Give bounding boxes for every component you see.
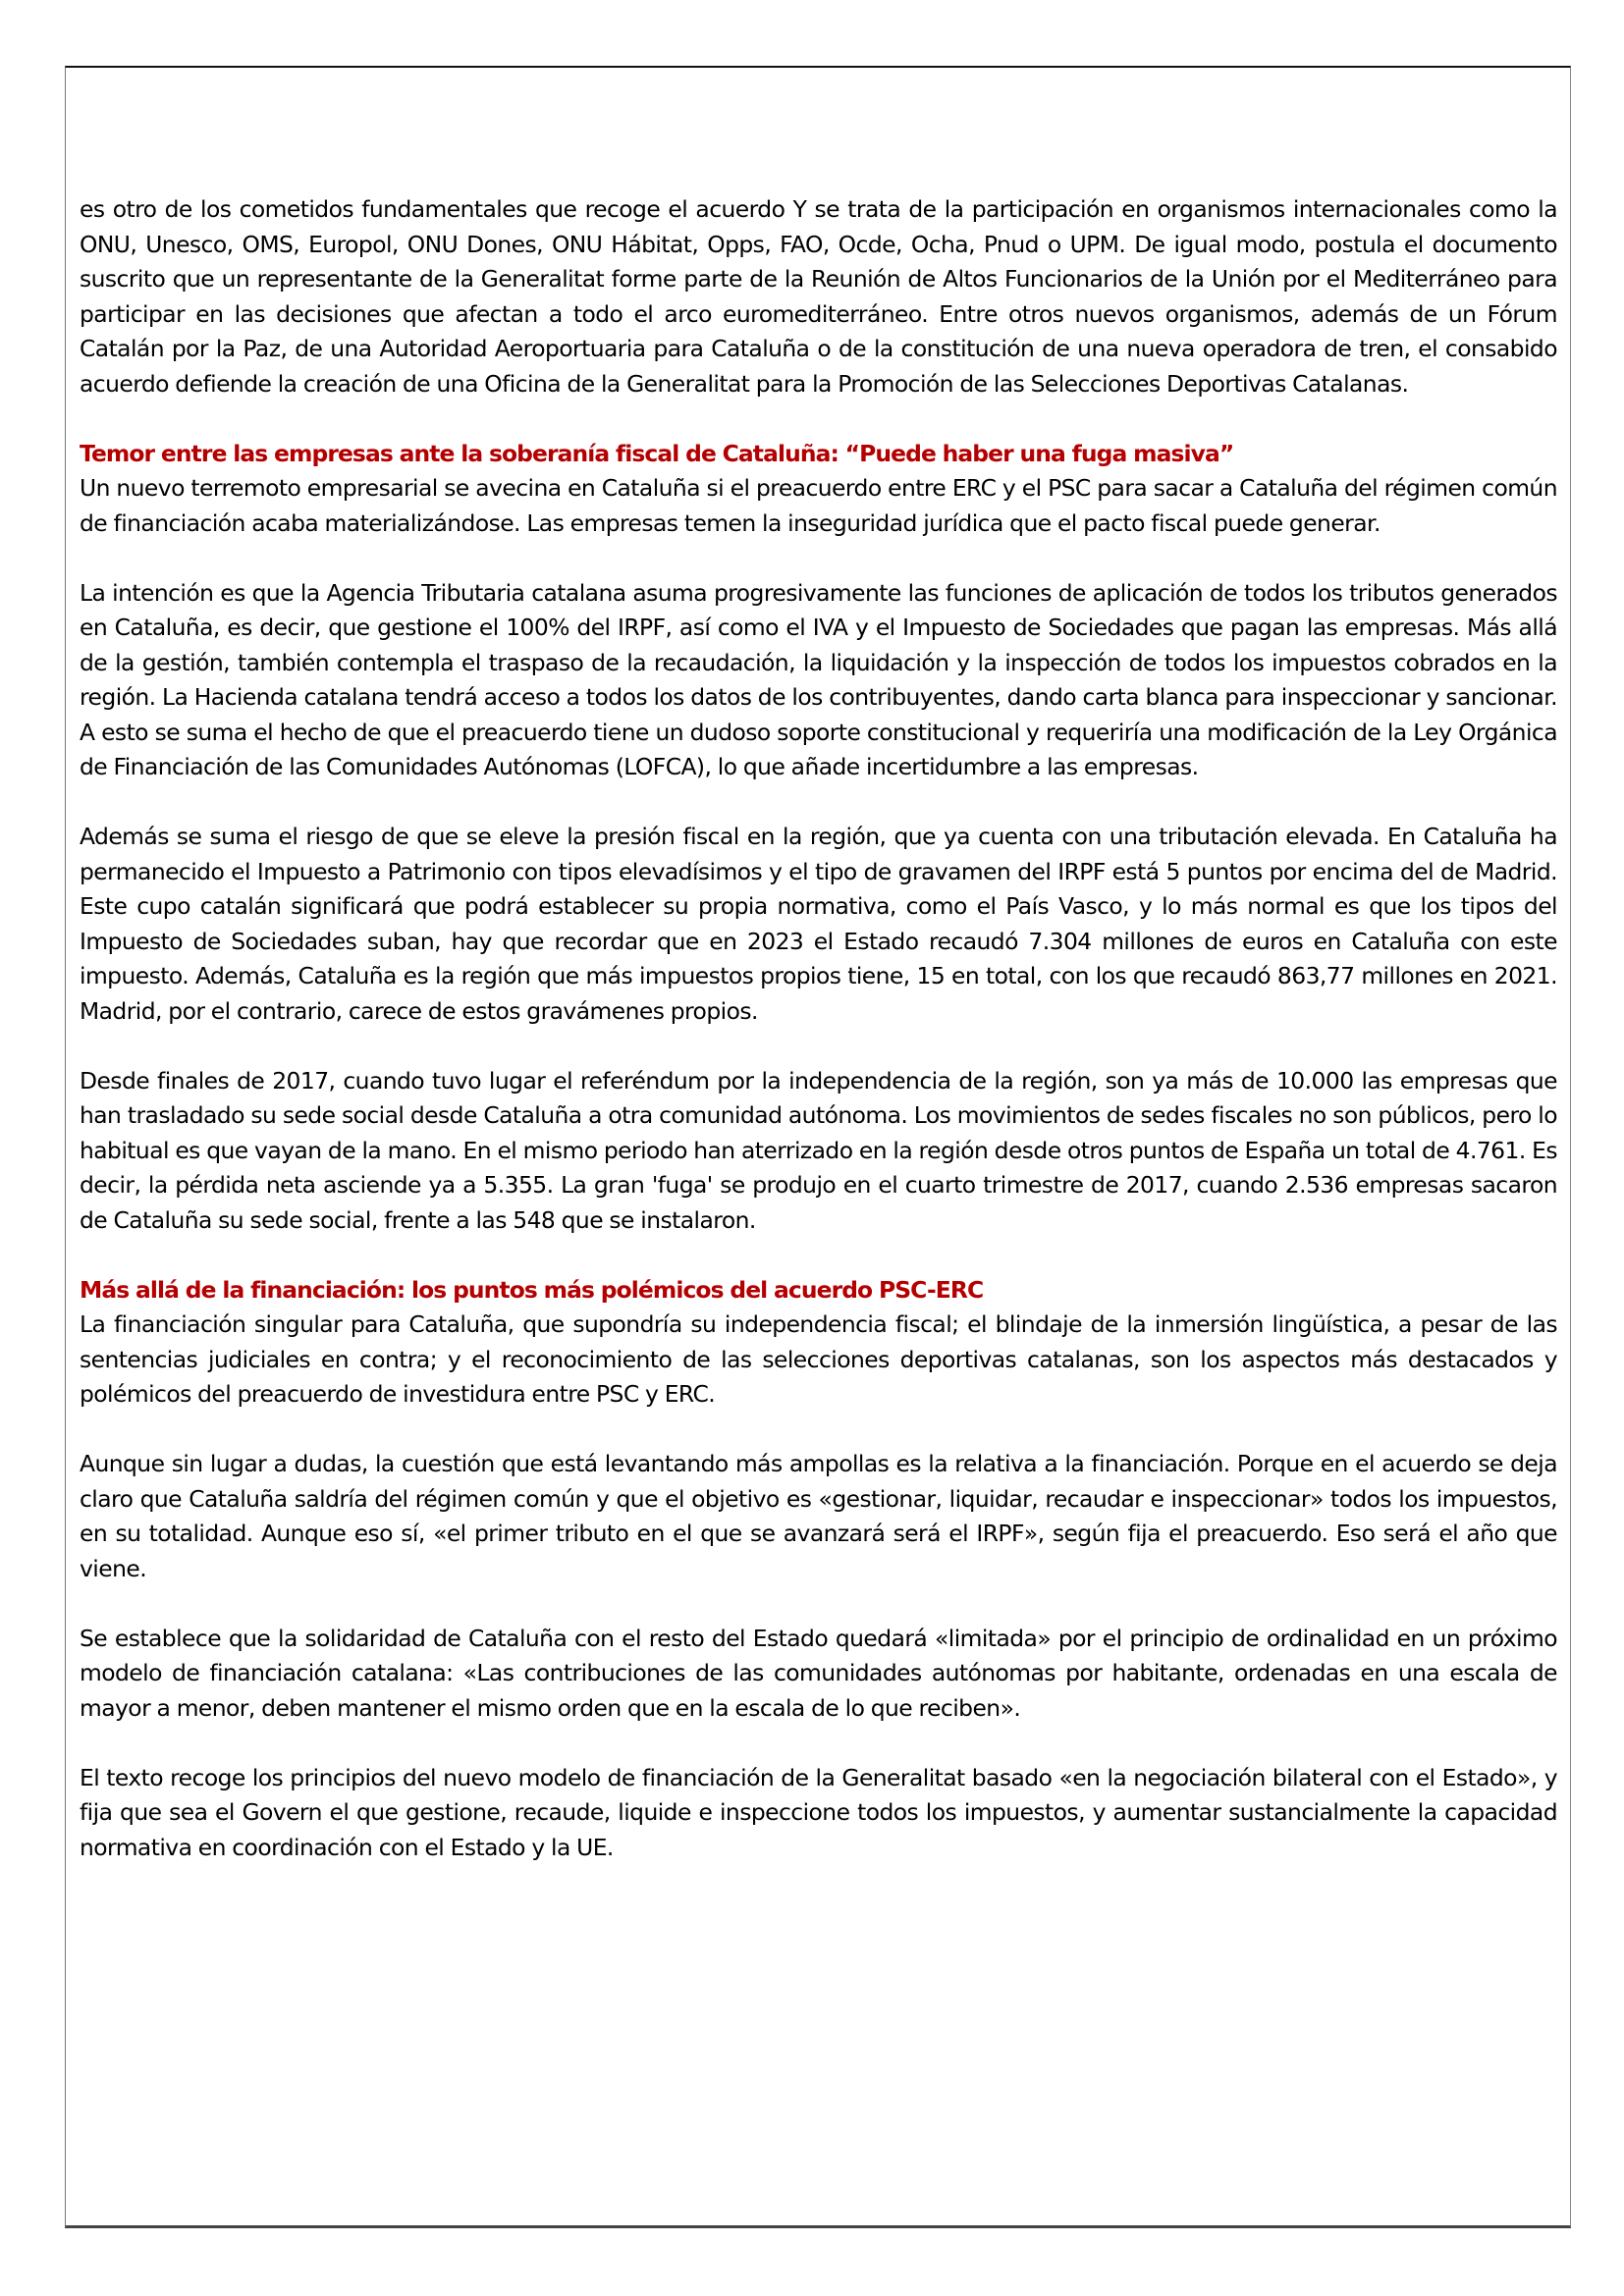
body-paragraph: Además se suma el riesgo de que se eleve la presión fiscal en la región, que ya cuenta con una tributación elevada. En Cataluña ha permanecido el Impuesto a Patrimonio con tipos elevadísimos y el tipo de gravamen del IRPF está 5 puntos por encima del de Madrid. Este cupo catalán significará que podrá establecer su propia normativa, como el País Vasco, y lo más normal es que los tipos del Impuesto de Sociedades suban, hay que recordar que en 2023 el Estado recaudó 7.304 millones de euros en Cataluña con este impuesto. Además, Cataluña es la región que más impuestos propios tiene, 15 en total, con los que recaudó 863,77 millones en 2021. Madrid, por el contrario, carece de estos gravámenes propios.	[80, 823, 1557, 1025]
body-paragraph: Se establece que la solidaridad de Cataluña con el resto del Estado quedará «limitada» por el principio de ordinalidad en un próximo modelo de financiación catalana: «Las contribuciones de las comunidades autónomas por habitante, ordenadas en una escala de mayor a menor, deben mantener el mismo orden que en la escala de lo que reciben».	[80, 1624, 1557, 1722]
intro-paragraph: es otro de los cometidos fundamentales que recoge el acuerdo Y se trata de la participación en organismos internacionales como la ONU, Unesco, OMS, Europol, ONU Dones, ONU Hábitat, Opps, FAO, Ocde, Ocha, Pnud o UPM. De igual modo, postula el documento suscrito que un representante de la Generalitat forme parte de la Reunión de Altos Funcionarios de la Unión por el Mediterráneo para participar en las decisiones que afectan a todo el arco euromediterráneo. Entre otros nuevos organismos, además de un Fórum Catalán por la Paz, de una Autoridad Aeroportuaria para Cataluña o de la constitución de una nueva operadora de tren, el consabido acuerdo defiende la creación de una Oficina de la Generalitat para la Promoción de las Selecciones Deportivas Catalanas.	[80, 195, 1557, 398]
section-heading: Temor entre las empresas ante la soberanía fiscal de Cataluña: “Puede haber una fuga masiva”	[80, 439, 1234, 467]
article-body	[80, 192, 1557, 1900]
body-paragraph: El texto recoge los principios del nuevo modelo de financiación de la Generalitat basado «en la negociación bilateral con el Estado», y fija que sea el Govern el que gestione, recaude, liquide e inspeccione todos los impuestos, y aumentar sustancialmente la capacidad normativa en coordinación con el Estado y la UE.	[80, 1763, 1557, 1861]
body-paragraph: Un nuevo terremoto empresarial se avecina en Cataluña si el preacuerdo entre ERC y el PSC para sacar a Cataluña del régimen común de financiación acaba materializándose. Las empresas temen la inseguridad jurídica que el pacto fiscal puede generar.	[80, 474, 1557, 537]
section-heading: Más allá de la financiación: los puntos más polémicos del acuerdo PSC-ERC	[80, 1275, 984, 1304]
section-fiscal-sovereignty	[80, 437, 1557, 1239]
body-paragraph: La intención es que la Agencia Tributaria catalana asuma progresivamente las funciones de aplicación de todos los tributos generados en Cataluña, es decir, que gestione el 100% del IRPF, así como el IVA y el Impuesto de Sociedades que pagan las empresas. Más allá de la gestión, también contempla el traspaso de la recaudación, la liquidación y la inspección de todos los impuestos cobrados en la región. La Hacienda catalana tendrá acceso a todos los datos de los contribuyentes, dando carta blanca para inspeccionar y sancionar. A esto se suma el hecho de que el preacuerdo tiene un dudoso soporte constitucional y requeriría una modificación de la Ley Orgánica de Financiación de las Comunidades Autónomas (LOFCA), lo que añade incertidumbre a las empresas.	[80, 578, 1557, 780]
body-paragraph: Desde finales de 2017, cuando tuvo lugar el referéndum por la independencia de la región, son ya más de 10.000 las empresas que han trasladado su sede social desde Cataluña a otra comunidad autónoma. Los movimientos de sedes fiscales no son públicos, pero lo habitual es que vayan de la mano. En el mismo periodo han aterrizado en la región desde otros puntos de España un total de 4.761. Es decir, la pérdida neta asciende ya a 5.355. La gran 'fuga' se produjo en el cuarto trimestre de 2017, cuando 2.536 empresas sacaron de Cataluña su sede social, frente a las 548 que se instalaron.	[80, 1066, 1557, 1234]
body-paragraph: Aunque sin lugar a dudas, la cuestión que está levantando más ampollas es la relativa a la financiación. Porque en el acuerdo se deja claro que Cataluña saldría del régimen común y que el objetivo es «gestionar, liquidar, recaudar e inspeccionar» todos los impuestos, en su totalidad. Aunque eso sí, «el primer tributo en el que se avanzará será el IRPF», según fija el preacuerdo. Eso será el año que viene.	[80, 1450, 1557, 1582]
section-controversial-points	[80, 1273, 1557, 1866]
body-paragraph: La financiación singular para Cataluña, que supondría su independencia fiscal; el blindaje de la inmersión lingüística, a pesar de las sentencias judiciales en contra; y el reconocimiento de las selecciones deportivas catalanas, son los aspectos más destacados y polémicos del preacuerdo de investidura entre PSC y ERC.	[80, 1310, 1557, 1408]
